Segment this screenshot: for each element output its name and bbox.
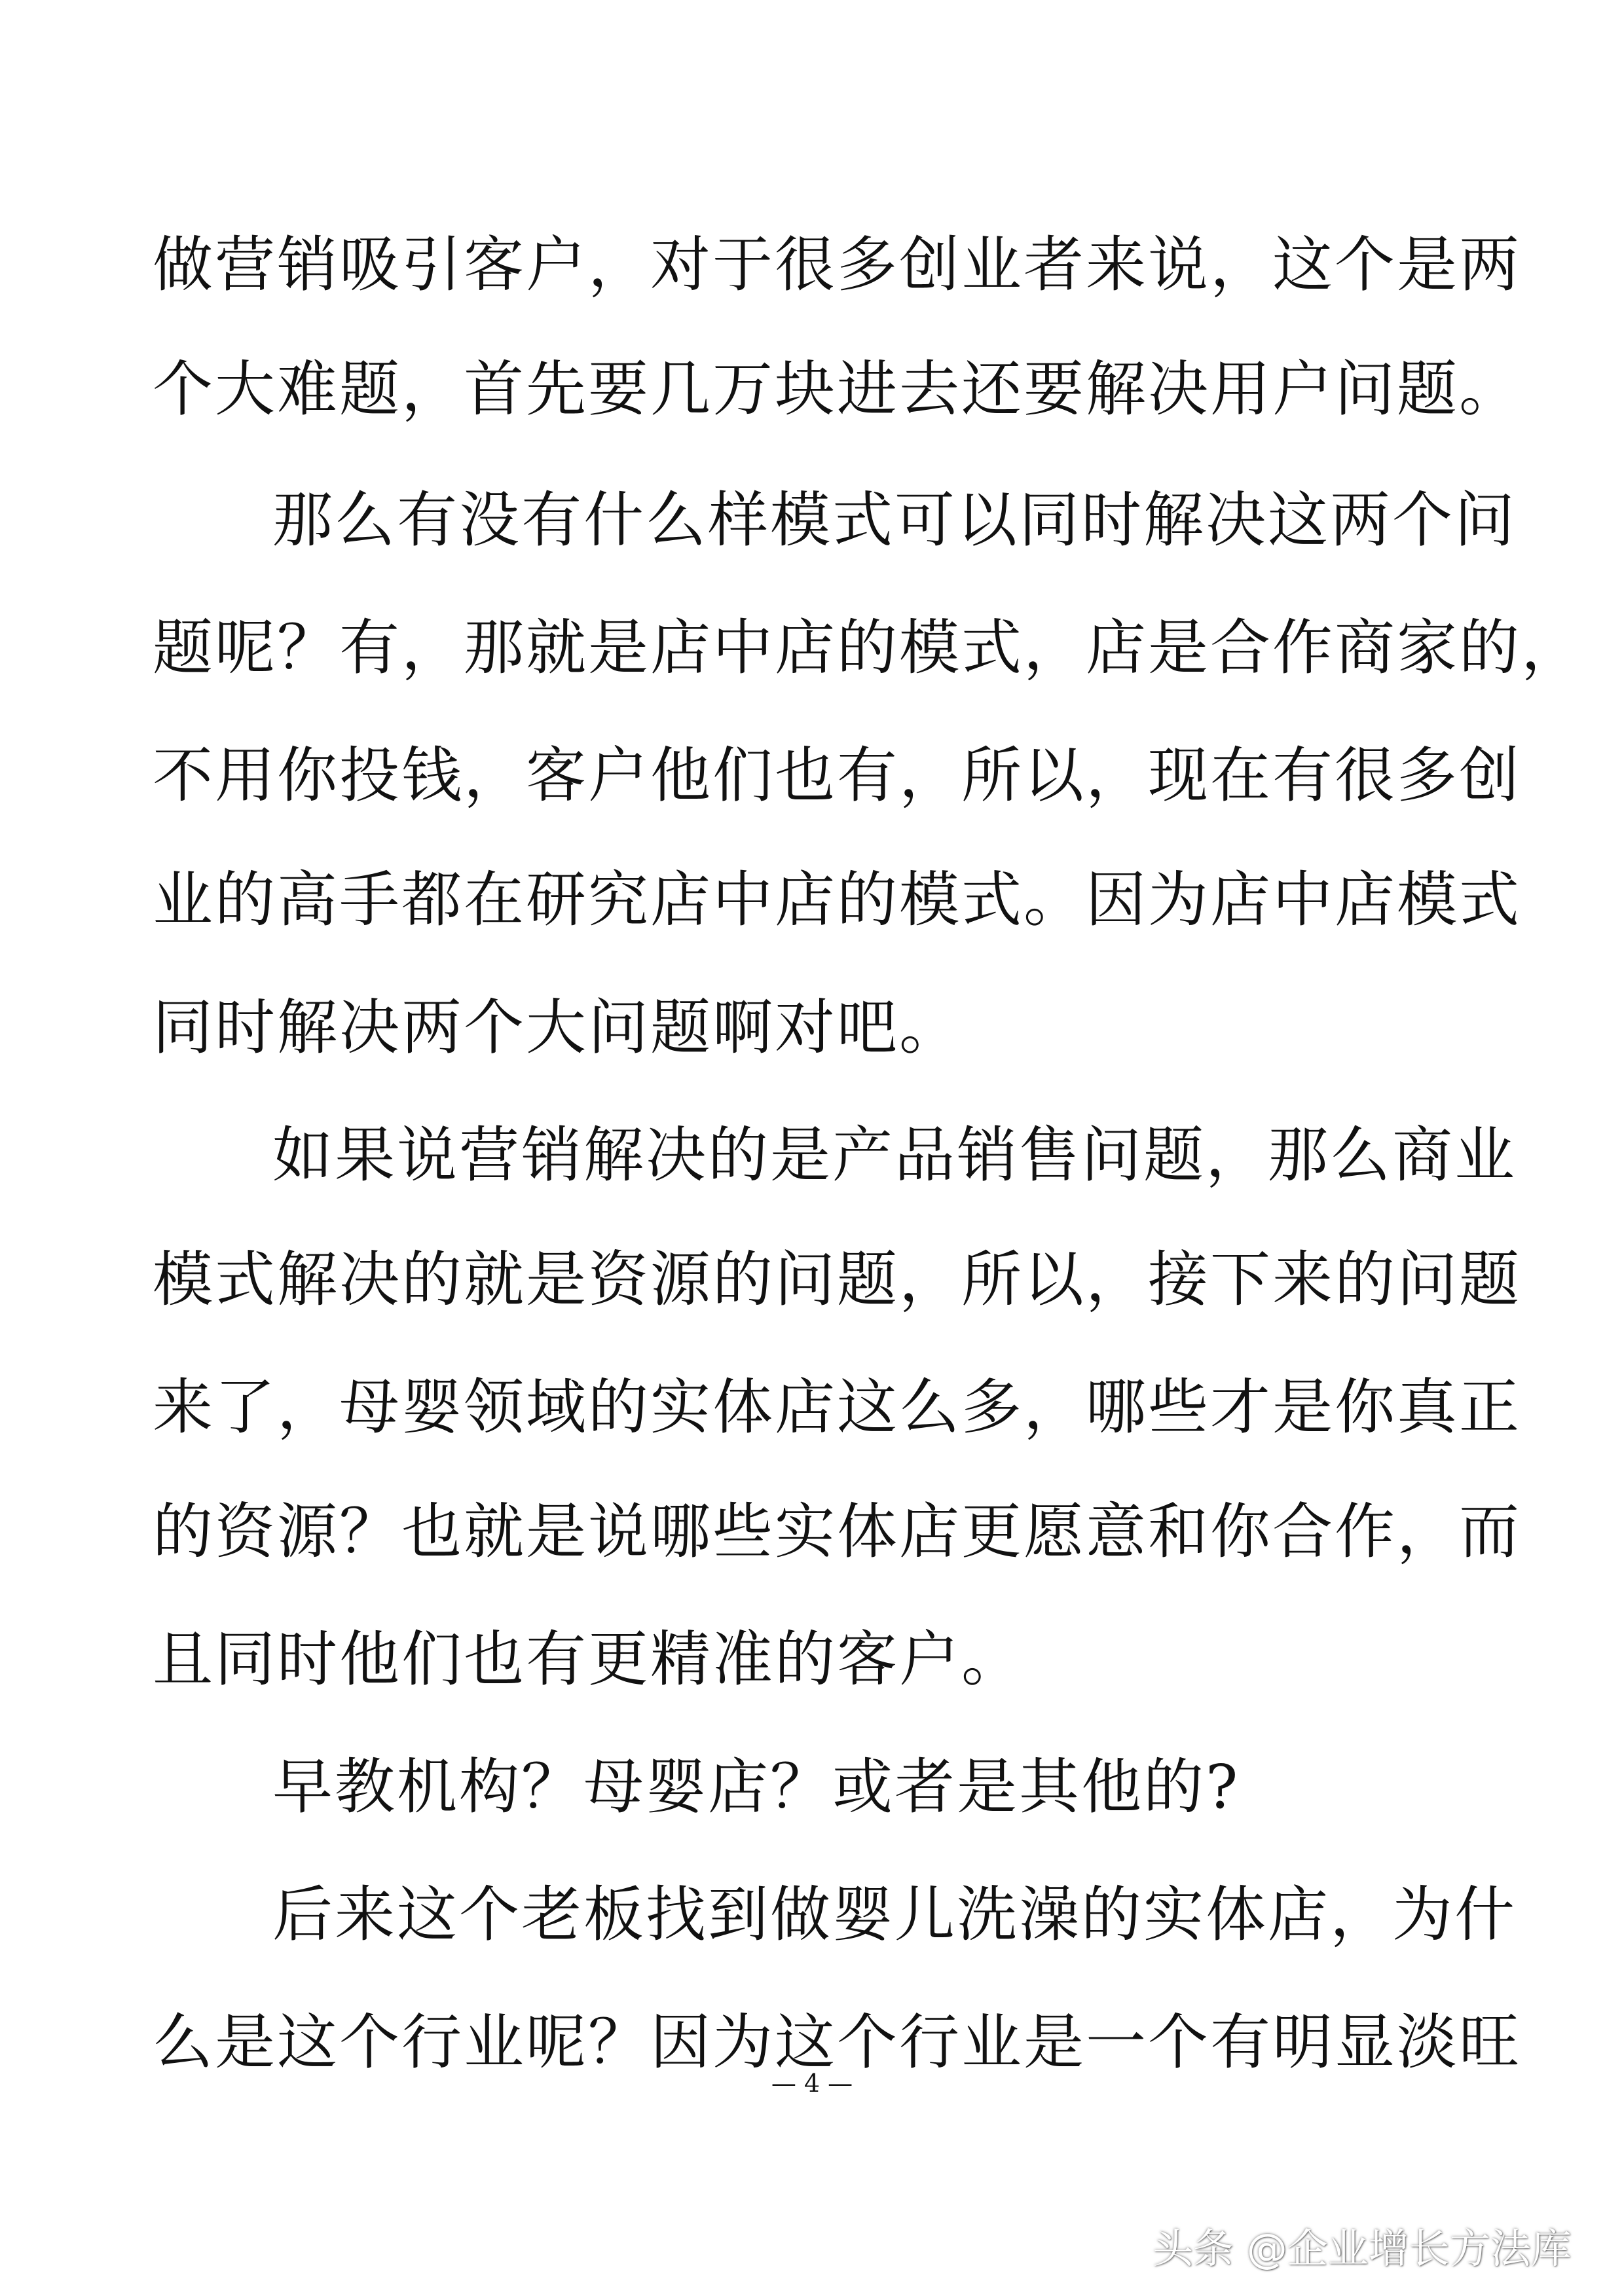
text-line-10: 来了，母婴领域的实体店这么多，哪些才是你真正 [153, 1372, 1522, 1442]
text-line-15: 么是这个行业呢？因为这个行业是一个有明显淡旺 [153, 2007, 1522, 2077]
text-line-6: 业的高手都在研究店中店的模式。因为店中店模式 [153, 865, 1522, 935]
text-line-1: 做营销吸引客户，对于很多创业者来说，这个是两 [153, 230, 1522, 300]
text-line-7: 同时解决两个大问题啊对吧。 [153, 993, 962, 1063]
text-line-2: 个大难题，首先要几万块进去还要解决用户问题。 [153, 354, 1522, 424]
page-number: — 4 — [771, 2069, 853, 2098]
text-line-11: 的资源？也就是说哪些实体店更愿意和你合作，而 [153, 1497, 1522, 1567]
text-line-4: 题呢？有，那就是店中店的模式，店是合作商家的， [153, 613, 1584, 683]
paragraph-5-line-1: 后来这个老板找到做婴儿洗澡的实体店，为什 [272, 1880, 1517, 1950]
paragraph-2-line-1: 那么有没有什么样模式可以同时解决这两个问 [272, 485, 1517, 555]
text-line-5: 不用你投钱，客户他们也有，所以，现在有很多创 [153, 740, 1522, 811]
paragraph-4-line-1: 早教机构？母婴店？或者是其他的? [272, 1752, 1240, 1822]
paragraph-3-line-1: 如果说营销解决的是产品销售问题，那么商业 [272, 1120, 1517, 1190]
watermark: 头条 @企业增长方法库 [1153, 2225, 1572, 2272]
text-line-9: 模式解决的就是资源的问题，所以，接下来的问题 [153, 1245, 1522, 1315]
text-line-12: 且同时他们也有更精准的客户。 [153, 1624, 1024, 1694]
